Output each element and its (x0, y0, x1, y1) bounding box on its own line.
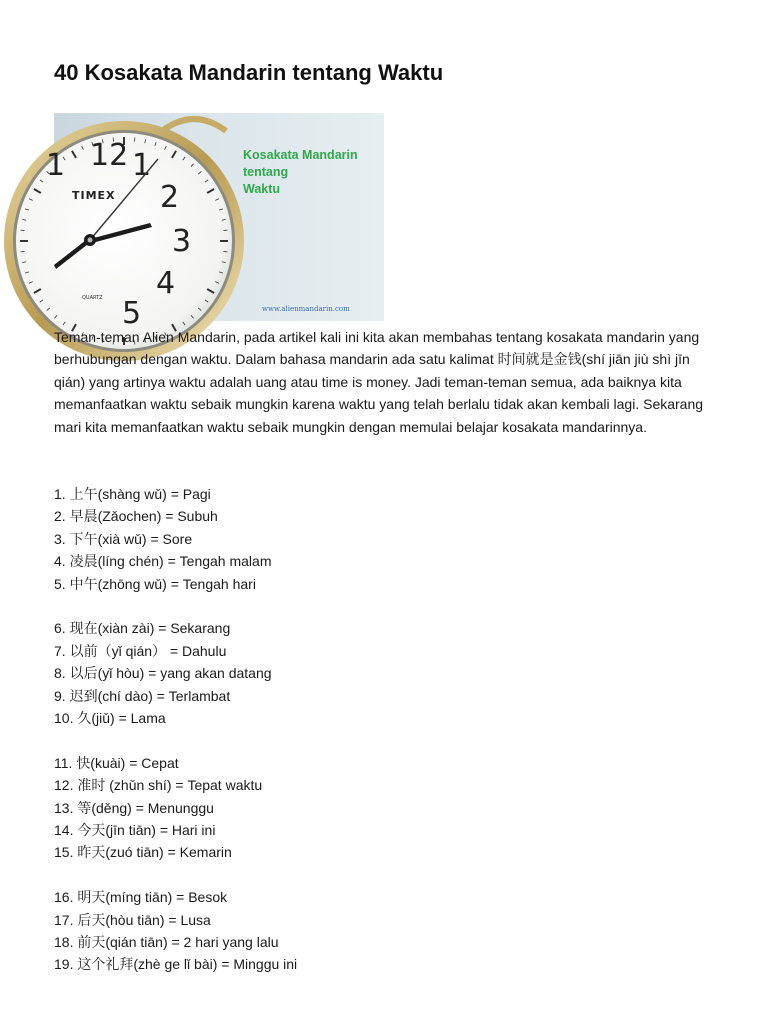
vocab-item: 2. 早晨(Zǎochen) = Subuh (54, 508, 218, 525)
vocab-group (54, 483, 714, 595)
vocab-item: 10. 久(jiǔ) = Lama (54, 710, 166, 727)
hero-caption-line: tentang (243, 165, 289, 179)
hero-url: www.alienmandarin.com (262, 305, 350, 313)
page-title: 40 Kosakata Mandarin tentang Waktu (54, 60, 444, 85)
hero-caption-line: Waktu (243, 182, 281, 196)
clock-bell (162, 119, 226, 131)
clock-number-1: 1 (132, 148, 152, 183)
vocab-item: 7. 以前（yǐ qián） = Dahulu (54, 642, 227, 659)
vocab-item: 19. 这个礼拜(zhè ge lǐ bài) = Minggu ini (54, 956, 298, 973)
alarm-clock-illustration (46, 113, 384, 331)
clock-brand: TIMEX (72, 189, 116, 202)
vocab-item: 4. 凌晨(líng chén) = Tengah malam (54, 553, 272, 570)
vocab-item: 6. 现在(xiàn zài) = Sekarang (54, 620, 231, 637)
vocab-item: 3. 下午(xià wǔ) = Sore (54, 530, 193, 547)
vocab-item: 13. 等(děng) = Menunggu (54, 799, 214, 816)
clock-number-4: 4 (156, 266, 176, 301)
vocab-item: 16. 明天(míng tiān) = Besok (54, 889, 228, 906)
vocab-list (54, 483, 714, 998)
clock-number-12: 12 (90, 138, 129, 173)
vocab-item: 14. 今天(jīn tiān) = Hari ini (54, 822, 216, 839)
vocab-item: 5. 中午(zhōng wǔ) = Tengah hari (54, 575, 256, 592)
vocab-item: 17. 后天(hòu tiān) = Lusa (54, 911, 211, 928)
vocab-item: 1. 上午(shàng wǔ) = Pagi (54, 486, 211, 502)
hero-caption (243, 147, 358, 198)
clock-number-3: 3 (172, 224, 192, 259)
vocab-item: 12. 准时 (zhǔn shí) = Tepat waktu (54, 777, 263, 794)
clock-number-5: 5 (122, 296, 142, 331)
vocab-item: 11. 快(kuài) = Cepat (54, 754, 179, 771)
vocab-item: 9. 迟到(chí dào) = Terlambat (54, 687, 231, 704)
clock-number-2: 2 (160, 180, 180, 215)
hero-image (46, 113, 384, 331)
clock-sub-label: QUARTZ (82, 295, 103, 301)
vocab-item: 15. 昨天(zuó tiān) = Kemarin (54, 844, 232, 861)
intro-paragraph: Teman-teman Alien Mandarin, pada artikel kali ini kita akan membahas tentang kosakata mandarin yang berhubungan dengan waktu. Dalam bahasa mandarin ada satu kalimat 时间就是金钱(shí jiān jiù shì jīn qián) yang artinya waktu adalah uang atau time is money. Jadi teman-teman semua, ada baiknya kita memanfaatkan waktu sebaik mungkin karena waktu yang telah berlalu tidak akan kembali lagi. Sekarang mari kita memanfaatkan waktu sebaik mungkin dengan memulai belajar kosakata mandarinnya. (54, 329, 704, 435)
vocab-group (54, 617, 714, 729)
clock-number-11-partial: 1 (46, 148, 66, 183)
vocab-item: 8. 以后(yǐ hòu) = yang akan datang (54, 665, 272, 682)
hero-caption-line: Kosakata Mandarin (243, 148, 358, 162)
vocab-group (54, 752, 714, 864)
vocab-group (54, 886, 714, 976)
vocab-item: 18. 前天(qián tiān) = 2 hari yang lalu (54, 934, 279, 951)
